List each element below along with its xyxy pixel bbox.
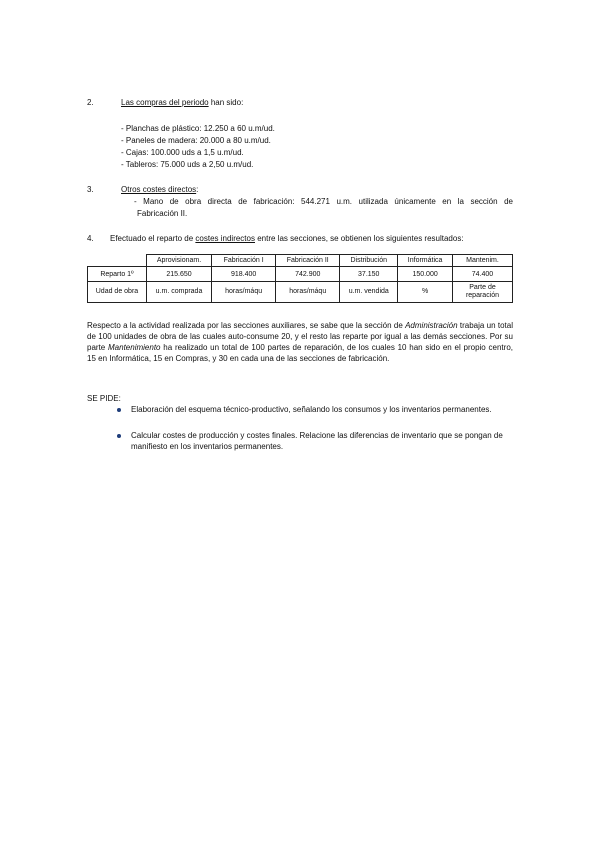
table-cell: 918.400 xyxy=(212,267,276,282)
paragraph-text: trabaja un total de 100 unidades de obra de las cuales auto-consume 20, y el resto las reparte por igual a las demás secciones. Por su parte xyxy=(87,321,514,352)
table-header-cell: Aprovisionam. xyxy=(146,255,211,267)
labor-cost-line-2: Fabricación II. xyxy=(137,209,188,218)
results-table xyxy=(87,254,513,303)
paragraph-mant: Mantenimiento xyxy=(108,343,161,352)
table-cell: Parte de reparación xyxy=(453,282,513,303)
section2-heading xyxy=(121,97,243,108)
labor-cost-line-1: - Mano de obra directa de fabricación: 544.271 u.m. utilizada únicamente en la sección de xyxy=(134,197,513,206)
section4-text-after: entre las secciones, se obtienen los siguientes resultados: xyxy=(254,234,464,243)
paragraph-text: Respecto a la actividad realizada por las secciones auxiliares, se sabe que la sección de xyxy=(87,321,406,330)
purchase-item: - Planchas de plástico: 12.250 a 60 u.m/ud. xyxy=(121,124,275,133)
table-cell: u.m. comprada xyxy=(146,282,211,303)
purchase-item: - Cajas: 100.000 uds a 1,5 u.m/ud. xyxy=(121,148,244,157)
section2-title-rest: han sido: xyxy=(208,98,244,107)
table-row xyxy=(88,267,513,282)
section4-number: 4. xyxy=(87,234,94,243)
bullet-icon xyxy=(117,408,121,412)
section3-title: Otros costes directos xyxy=(121,185,197,194)
table-header-row xyxy=(88,255,513,267)
table-cell: u.m. vendida xyxy=(340,282,398,303)
table-row xyxy=(88,282,513,303)
paragraph-text: ha realizado un total de 100 partes de reparación, de los cuales 10 han sido en el propio centro, 15 en Informática, 15 en Compras, y 30 en cada una de las secciones de fabricación. xyxy=(87,343,513,363)
table-cell: Reparto 1º xyxy=(88,267,147,282)
table-header-cell: Mantenim. xyxy=(453,255,513,267)
table-header-cell: Distribución xyxy=(340,255,398,267)
table-header-cell: Fabricación II xyxy=(276,255,340,267)
activity-paragraph xyxy=(87,320,513,364)
requirement-item: Calcular costes de producción y costes finales. Relacione las diferencias de inventario que se pongan de manifiesto en los inventarios permanentes. xyxy=(131,431,503,451)
section4-underlined: costes indirectos xyxy=(195,234,255,243)
table-cell: 742.900 xyxy=(276,267,340,282)
purchase-item: - Tableros: 75.000 uds a 2,50 u.m/ud. xyxy=(121,160,254,169)
section2-number: 2. xyxy=(87,98,94,107)
se-pide-title: SE PIDE: xyxy=(87,394,121,403)
section3-heading xyxy=(121,184,198,195)
table-cell: 150.000 xyxy=(398,267,453,282)
table-cell: % xyxy=(398,282,453,303)
section3-number: 3. xyxy=(87,185,94,194)
table-header-cell: Informática xyxy=(398,255,453,267)
section3-title-rest: : xyxy=(196,185,199,194)
table-cell: 215.650 xyxy=(146,267,211,282)
table-header-cell xyxy=(88,255,147,267)
requirement-item: Elaboración del esquema técnico-productivo, señalando los consumos y los inventarios permanentes. xyxy=(131,405,492,414)
table-cell: horas/máqu xyxy=(276,282,340,303)
section4-text xyxy=(110,233,464,244)
table-cell: 37.150 xyxy=(340,267,398,282)
paragraph-admin: Administración xyxy=(405,321,458,330)
table-cell: 74.400 xyxy=(453,267,513,282)
section2-title: Las compras del periodo xyxy=(121,98,209,107)
section4-text-before: Efectuado el reparto de xyxy=(110,234,196,243)
table-cell: horas/máqu xyxy=(212,282,276,303)
table-cell: Udad de obra xyxy=(88,282,147,303)
bullet-icon xyxy=(117,434,121,438)
table-header-cell: Fabricación I xyxy=(212,255,276,267)
purchase-item: - Paneles de madera: 20.000 a 80 u.m/ud. xyxy=(121,136,271,145)
